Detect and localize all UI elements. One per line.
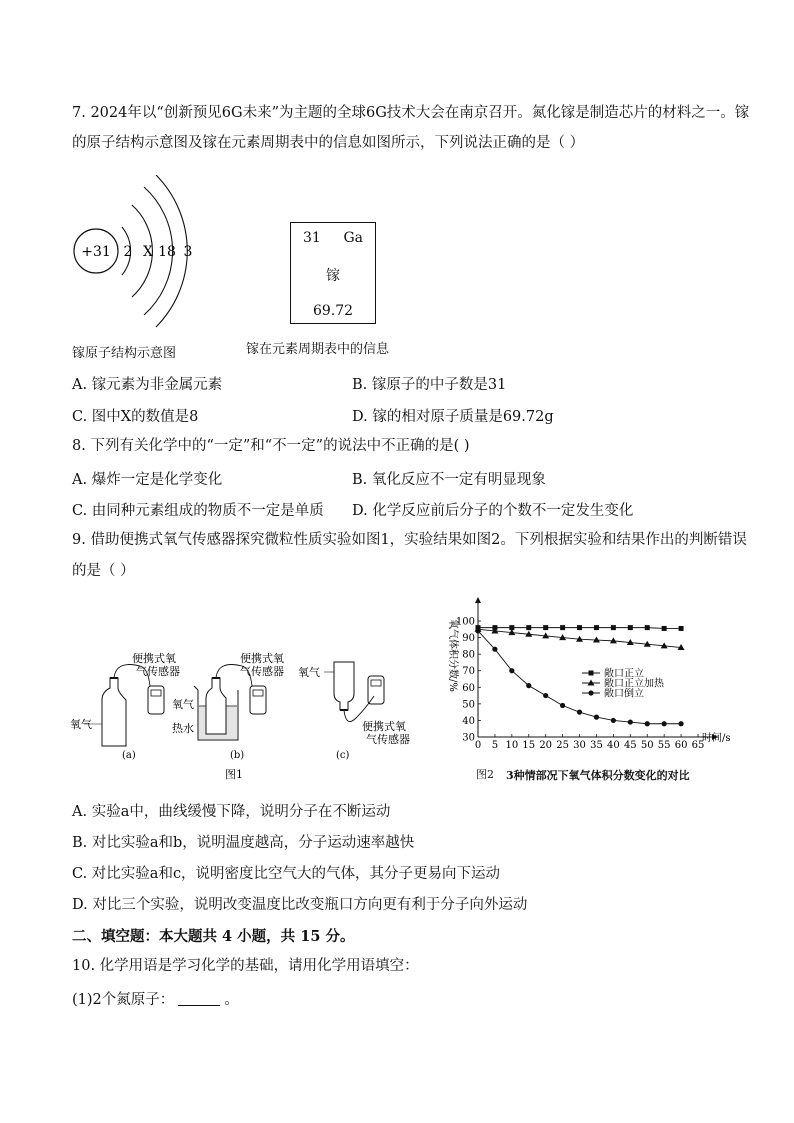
x-tick-label: 25: [556, 740, 569, 751]
x-tick-label: 40: [607, 740, 620, 751]
q9-option-d: D. 对比三个实验，说明改变温度比改变瓶口方向更有利于分子向外运动: [72, 897, 528, 913]
sensor-label-b-2: 气传感器: [240, 665, 284, 678]
data-point-square: [662, 626, 667, 631]
q9-option-c: C. 对比实验a和c，说明密度比空气大的气体，其分子更易向下运动: [72, 866, 501, 882]
q10-sub1-blank[interactable]: [178, 991, 220, 1006]
oxygen-label-b: 氧气: [172, 698, 194, 711]
data-point-circle: [645, 721, 650, 726]
y-tick-label: 50: [462, 699, 475, 711]
y-tick-label: 80: [462, 649, 475, 661]
apparatus-a: [70, 651, 180, 761]
data-point-circle: [611, 718, 616, 723]
x-tick-label: 20: [539, 740, 553, 751]
legend-marker-square: [589, 671, 594, 676]
shell-4-electrons: 3: [183, 244, 193, 260]
chart-y-axis-label: 氧气体积分数/%: [447, 619, 458, 692]
data-point-circle: [543, 693, 548, 698]
data-point-circle: [577, 710, 582, 715]
oxygen-volume-chart: [430, 595, 740, 755]
figure-2-caption-text: 3种情部况下氧气体积分数变化的对比: [506, 769, 690, 782]
atom-structure-diagram: [64, 175, 214, 330]
q8-option-b: B. 氧化反应不一定有明显现象: [352, 472, 546, 488]
x-tick-label: 30: [573, 740, 586, 751]
q7-option-d: D. 镓的相对原子质量是69.72g: [352, 409, 554, 425]
q9-option-a: A. 实验a中，曲线缓慢下降，说明分子在不断运动: [72, 804, 391, 820]
x-tick-label: 0: [474, 740, 482, 751]
legend-marker-triangle: [588, 680, 595, 686]
figure-2-caption-number: 图2: [476, 768, 494, 781]
apparatus-c: [298, 662, 410, 761]
q8-option-d: D. 化学反应前后分子的个数不一定发生变化: [352, 503, 634, 519]
atom-diagram-caption: 镓原子结构示意图: [72, 346, 177, 361]
y-tick-label: 90: [462, 633, 475, 645]
q7-option-a: A. 镓元素为非金属元素: [72, 377, 223, 393]
q10-sub1-prefix: (1)2个氮原子：: [72, 992, 175, 1008]
data-point-circle: [475, 628, 480, 633]
figure-1-caption: 图1: [225, 768, 243, 781]
data-point-square: [594, 625, 599, 630]
atomic-number: 31: [303, 230, 321, 246]
q8-option-c: C. 由同种元素组成的物质不一定是单质: [72, 503, 324, 519]
x-tick-label: 60: [674, 740, 688, 751]
q9-stem-line2: 的是（ ）: [72, 563, 135, 579]
element-symbol: Ga: [343, 230, 363, 246]
figure-1-apparatus: [70, 648, 420, 783]
periodic-cell-caption: 镓在元素周期表中的信息: [246, 342, 390, 357]
chart-ticks: [456, 617, 704, 752]
nucleus-charge: +31: [81, 244, 111, 260]
data-point-square: [560, 625, 565, 630]
chart-series: [475, 625, 685, 726]
y-tick-label: 70: [462, 666, 475, 678]
data-point-square: [679, 626, 684, 631]
data-point-circle: [662, 721, 667, 726]
chart-legend: [582, 667, 665, 700]
label-c: (c): [336, 750, 350, 761]
q7-option-c: C. 图中X的数值是8: [72, 409, 199, 425]
shell-1-electrons: 2: [123, 244, 133, 260]
y-tick-label: 40: [462, 715, 475, 727]
y-axis-arrow: [475, 597, 481, 603]
x-tick-label: 15: [522, 740, 536, 751]
q7-stem-line1: 7. 2024年以“创新预见6G未来”为主题的全球6G技术大会在南京召开。氮化镓是制造芯片的材料之一。镓: [72, 105, 750, 121]
data-point-square: [611, 625, 616, 630]
q8-option-a: A. 爆炸一定是化学变化: [72, 472, 223, 488]
sensor-label-a-2: 气传感器: [136, 665, 180, 678]
y-tick-label: 100: [455, 616, 475, 628]
oxygen-label-a: 氧气: [70, 718, 92, 731]
q10-sub1-suffix: 。: [224, 992, 239, 1008]
sensor-label-a-1: 便携式氧: [132, 652, 176, 665]
apparatus-b: [172, 651, 284, 761]
x-tick-label: 50: [640, 740, 654, 751]
q10-sub1: [72, 988, 239, 1009]
data-point-square: [543, 625, 548, 630]
element-name: 镓: [326, 268, 340, 284]
x-tick-label: 45: [623, 740, 637, 751]
sensor-label-c-2: 气传感器: [366, 733, 410, 746]
shell-3-electrons: 18: [158, 244, 176, 260]
x-tick-label: 55: [657, 740, 671, 751]
x-tick-label: 35: [590, 740, 603, 751]
x-tick-label: 65: [691, 740, 705, 751]
q7-stem-line2: 的原子结构示意图及镓在元素周期表中的信息如图所示，下列说法正确的是（ ）: [72, 135, 585, 151]
atomic-mass: 69.72: [312, 303, 354, 319]
data-point-circle: [492, 647, 497, 652]
label-a: (a): [122, 750, 136, 761]
legend-marker-circle: [588, 690, 593, 695]
x-tick-label: 10: [505, 740, 519, 751]
data-point-circle: [526, 683, 531, 688]
chart-x-axis-label: 时间/s: [702, 733, 731, 744]
y-tick-label: 30: [462, 732, 475, 744]
q8-stem: 8. 下列有关化学中的“一定”和“不一定”的说法中不正确的是( ): [72, 438, 470, 454]
oxygen-label-c: 氧气: [298, 666, 320, 679]
data-point-circle: [678, 721, 683, 726]
sensor-label-b-1: 便携式氧: [240, 652, 284, 665]
x-tick-label: 5: [491, 740, 499, 751]
data-point-square: [577, 625, 582, 630]
data-point-square: [628, 625, 633, 630]
q9-stem-line1: 9. 借助便携式氧气传感器探究微粒性质实验如图1，实验结果如图2。下列根据实验和结果作出的判断错误: [72, 532, 747, 548]
y-tick-label: 60: [462, 682, 475, 694]
data-point-circle: [509, 668, 514, 673]
periodic-table-cell: [290, 222, 376, 324]
q10-stem: 10. 化学用语是学习化学的基础，请用化学用语填空：: [72, 958, 419, 974]
sensor-label-c-1: 便携式氧: [362, 720, 406, 733]
legend-label-square: 敞口正立: [604, 668, 644, 680]
q7-option-b: B. 镓原子的中子数是31: [352, 377, 507, 393]
data-point-square: [645, 625, 650, 630]
data-point-circle: [594, 715, 599, 720]
shell-2-electrons: X: [143, 244, 153, 260]
q9-option-b: B. 对比实验a和b，说明温度越高，分子运动速率越快: [72, 835, 415, 851]
legend-label-triangle: 敞口正立加热: [604, 678, 664, 690]
hot-water-label: 热水: [172, 722, 194, 735]
data-point-square: [526, 625, 531, 630]
label-b: (b): [230, 750, 245, 761]
data-point-circle: [628, 719, 633, 724]
legend-label-circle: 敞口倒立: [604, 688, 644, 700]
section-2-heading: 二、填空题：本大题共 4 小题，共 15 分。: [72, 928, 355, 945]
data-point-circle: [560, 703, 565, 708]
